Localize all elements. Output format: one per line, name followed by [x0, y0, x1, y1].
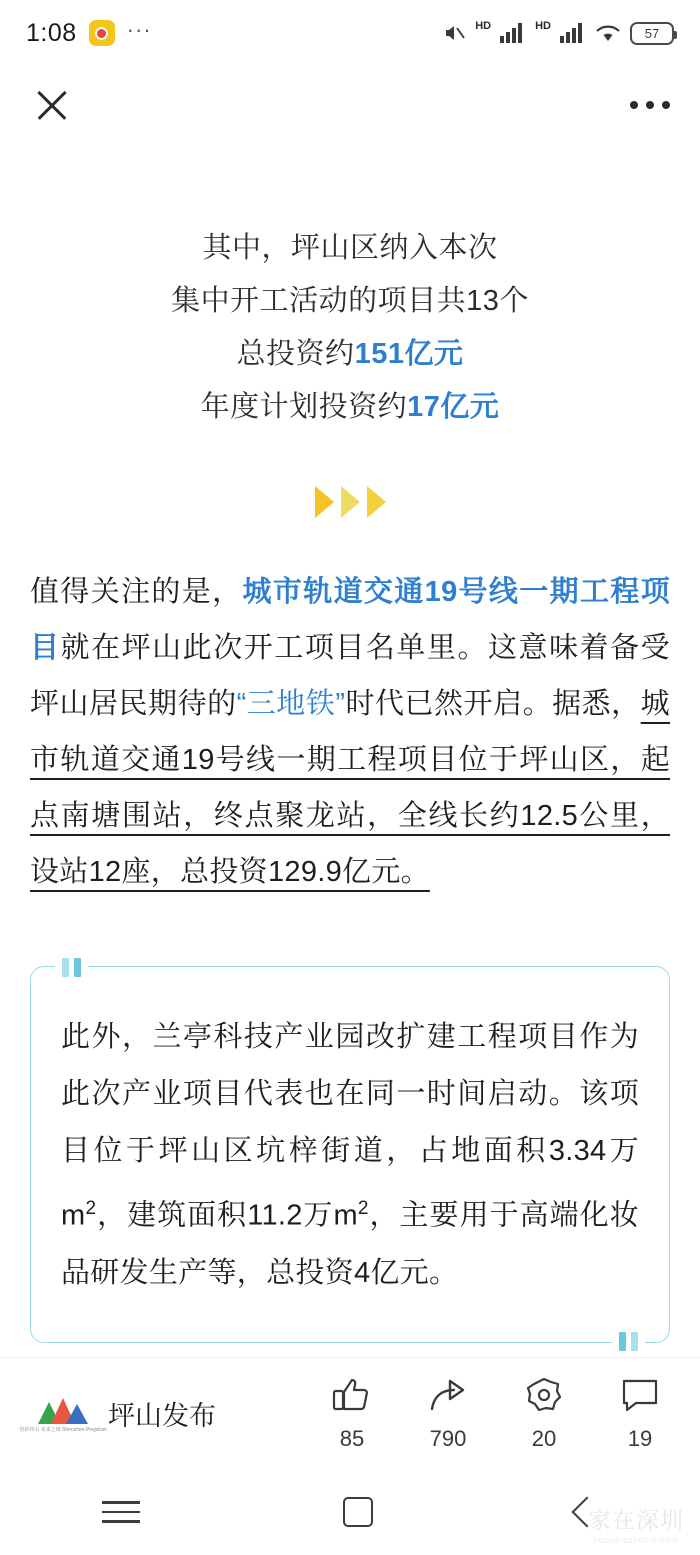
wow-action[interactable]	[518, 1376, 570, 1452]
para-seg-underlined: 城市轨道交通19号线一期工程项目位于坪山区，起点南塘围站，终点聚龙站，全线长约12.5公里，设站12座，总投资129.9亿元。	[30, 688, 670, 888]
lead-line-1: 其中，坪山区纳入本次	[202, 232, 498, 264]
article-footer	[0, 1357, 700, 1469]
share-count: 790	[429, 1425, 467, 1451]
triangle-arrow-icon	[367, 486, 386, 518]
like-count: 85	[339, 1425, 365, 1451]
status-bar-left	[26, 19, 152, 48]
weibo-icon	[89, 20, 115, 46]
watermark-main: 家在深圳	[588, 1507, 684, 1533]
body-paragraph	[30, 564, 670, 900]
signal-icon-2	[560, 23, 586, 43]
quote-part-3: ，主要用于高端化妆品研发生产等，总投资4亿元。	[61, 1199, 639, 1289]
watermark-sub: house.szhome.com	[592, 1535, 680, 1545]
three-metro-term: “三地铁”	[236, 688, 346, 720]
metro-line-name: 城市轨道交通19号线一期工程项目	[30, 576, 670, 664]
quote-part-1: 此外，兰亭科技产业园改扩建工程项目作为此次产业项目代表也在同一时间启动。该项目位于坪山区坑梓街道，占地面积3.34万	[61, 1021, 639, 1167]
triangle-arrow-icon	[315, 486, 334, 518]
thumbs-up-icon	[332, 1376, 372, 1419]
comment-count: 19	[627, 1425, 653, 1451]
comment-action[interactable]	[614, 1376, 666, 1452]
total-investment-value: 151亿元	[354, 338, 464, 370]
hd-badge-2: HD	[535, 20, 551, 32]
para-seg-1: 值得关注的是，	[30, 576, 243, 608]
back-icon[interactable]	[572, 1496, 603, 1527]
lead-line-4	[30, 381, 670, 434]
signal-icon-1	[500, 23, 526, 43]
status-bar-right	[442, 21, 674, 45]
battery-percent: 57	[644, 25, 660, 41]
lead-line-4-prefix: 年度计划投资约	[200, 391, 408, 423]
lead-line-2: 集中开工活动的项目共13个	[171, 285, 529, 317]
quote-part-2: ，建筑面积11.2万	[96, 1199, 334, 1232]
pingshan-logo-icon	[19, 1385, 107, 1443]
arrow-divider	[30, 434, 670, 564]
hd-badge-1: HD	[475, 20, 492, 32]
share-icon	[428, 1376, 468, 1419]
mute-icon	[442, 21, 466, 45]
menu-icon[interactable]	[102, 1494, 140, 1530]
wow-icon	[524, 1376, 564, 1419]
triangle-arrow-icon	[341, 486, 360, 518]
quote-sup-1: 2	[85, 1198, 97, 1219]
status-overflow-icon: ···	[126, 17, 152, 42]
home-icon[interactable]	[343, 1497, 373, 1527]
quote-mark-top-icon	[55, 958, 88, 977]
share-action[interactable]	[422, 1376, 474, 1452]
quote-unit-1: m	[61, 1199, 86, 1232]
battery-icon	[630, 22, 674, 45]
system-navigation-bar	[0, 1469, 700, 1555]
status-bar	[0, 0, 700, 66]
more-options-icon[interactable]	[630, 101, 670, 109]
action-bar	[326, 1376, 666, 1452]
comment-icon	[620, 1376, 660, 1419]
lead-line-3	[30, 328, 670, 381]
quote-mark-bottom-icon	[612, 1332, 645, 1351]
wifi-icon	[595, 23, 621, 43]
account-name: 坪山发布	[108, 1401, 216, 1431]
para-seg-3: 就在坪山此次开工项目名单里。这意味着备受坪山居民期待的	[30, 632, 670, 720]
lead-paragraph	[30, 144, 670, 434]
quote-card-text	[61, 1009, 639, 1302]
logo-subtitle: 创新坪山 未来之城 Shenzhen Pingshan	[19, 1427, 107, 1433]
watermark	[588, 1502, 684, 1545]
wow-count: 20	[531, 1425, 557, 1451]
quote-card	[30, 966, 670, 1343]
lead-line-3-prefix: 总投资约	[236, 338, 355, 370]
para-seg-5: 时代已然开启。据悉，	[345, 688, 641, 720]
account-block[interactable]	[19, 1385, 216, 1443]
annual-investment-value: 17亿元	[407, 391, 500, 423]
close-icon[interactable]	[30, 83, 74, 127]
top-nav-bar	[0, 66, 700, 144]
status-time: 1:08	[26, 18, 77, 47]
quote-unit-2: m	[333, 1199, 358, 1232]
like-action[interactable]	[326, 1376, 378, 1452]
quote-sup-2: 2	[357, 1198, 369, 1219]
article-content	[0, 144, 700, 1357]
